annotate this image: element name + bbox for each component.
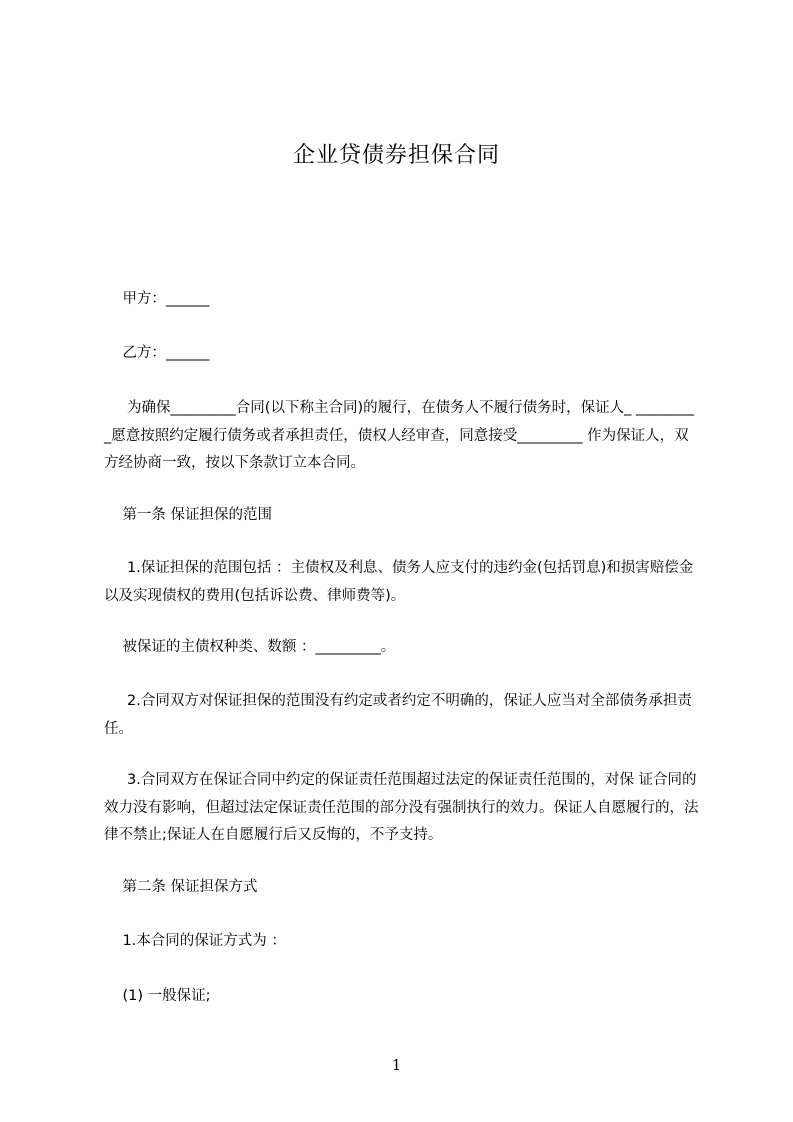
party-a-line: 甲方：______ [104, 291, 210, 307]
party-b-line: 乙方：______ [104, 345, 210, 361]
article-2-heading: 第二条 保证担保方式 [104, 879, 258, 895]
guaranteed-claim-line: 被保证的主债权种类、数额 ：_________。 [104, 639, 396, 655]
article-1-clause-2: 2.合同双方对保证担保的范围没有约定或者约定不明确的，保证人应当对全部债务承担责任。 [104, 693, 692, 737]
preamble-paragraph: 为确保_________合同(以下称主合同)的履行，在债务人不履行债务时，保证人_ _________愿意按照约定履行债务或者承担责任，债权人经审查，同意接受_________ 作为保证人，双方经协商一致，按以下条款订立本合同。 [104, 400, 694, 471]
article-1-clause-1: 1.保证担保的范围包括 ：主债权及利息、债务人应支付的违约金(包括罚息)和损害赔偿金以及实现债权的费用(包括诉讼费、律师费等)。 [104, 560, 694, 604]
article-1-heading: 第一条 保证担保的范围 [104, 507, 273, 523]
guarantee-type-general: (1) 一般保证; [104, 988, 211, 1004]
page-number: 1 [391, 1056, 402, 1074]
article-2-clause-1: 1.本合同的保证方式为 ： [104, 933, 286, 949]
document-title: 企业贷债券担保合同 [292, 143, 500, 168]
article-1-clause-3: 3.合同双方在保证合同中约定的保证责任范围超过法定的保证责任范围的，对保 证合同的效力没有影响，但超过法定保证责任范围的部分没有强制执行的效力。保证人自愿履行的，法律不禁止;保证人在自愿履行后又反悔的，不予支持。 [104, 772, 699, 843]
